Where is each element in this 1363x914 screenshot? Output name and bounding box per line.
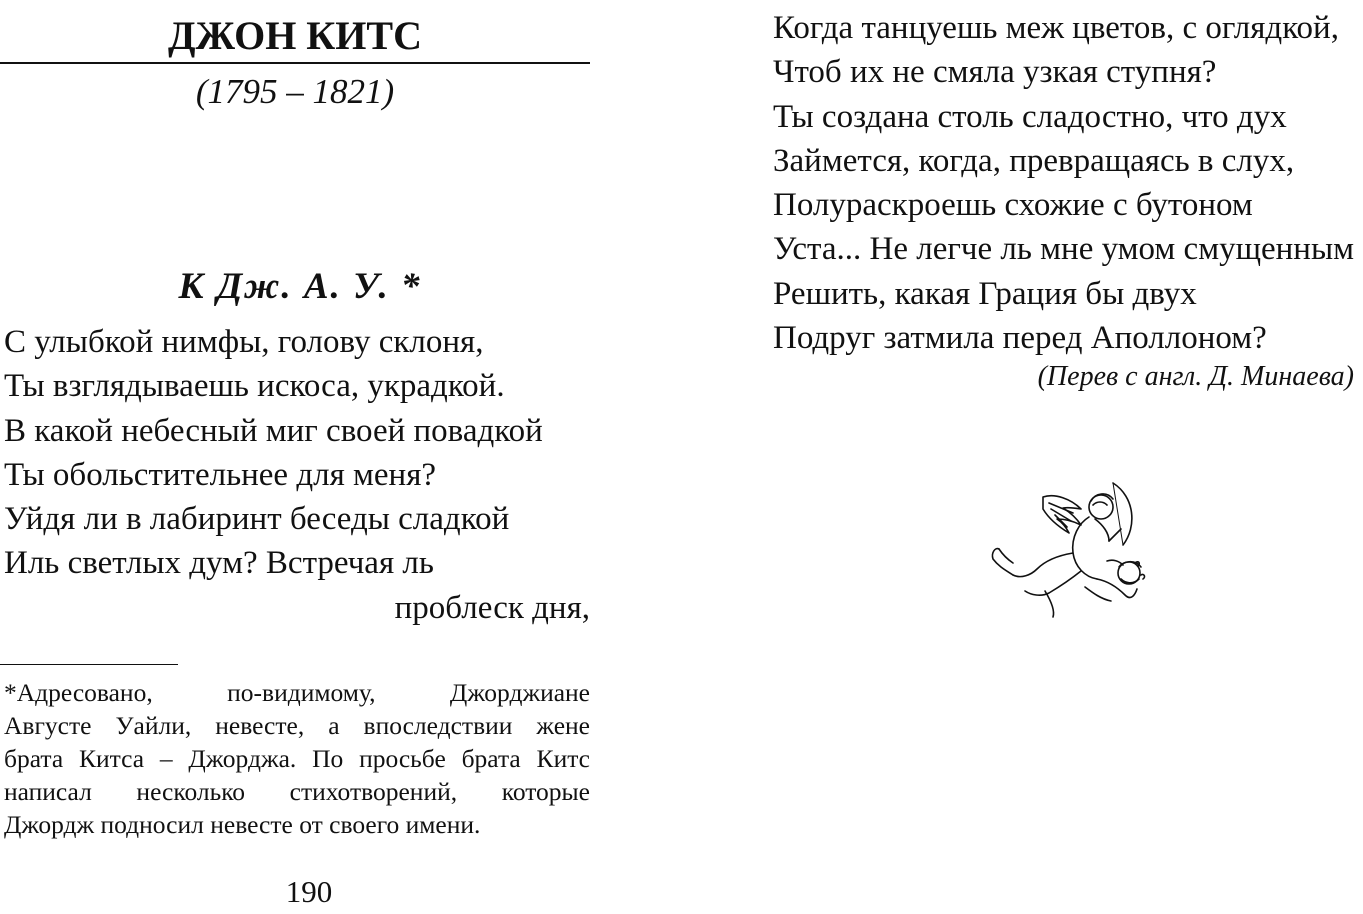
poem-line: Решить, какая Грация бы двух [773,275,1197,312]
author-divider [0,62,590,64]
poem-line: В какой небесный миг своей повадкой [4,412,543,449]
footnote-line: *Адресовано, по-видимому, Джорджиане [4,678,590,707]
poem-line: Уйдя ли в лабиринт беседы сладкой [4,501,510,538]
author-name: ДЖОН КИТС [168,13,422,58]
poem-line: Когда танцуешь меж цветов, с оглядкой, [773,10,1339,46]
author-years: (1795 – 1821) [195,72,395,111]
cupid-vignette-icon [985,475,1150,620]
poem-line: Чтоб их не смяла узкая ступня? [773,54,1217,91]
poem-line: С улыбкой нимфы, голову склоня, [4,324,484,360]
poem-line: Уста... Не легче ль мне умом смущенным [773,231,1355,268]
poem-line: Ты создана столь сладостно, что дух [773,98,1287,135]
footnote-line: написал несколько стихотворений, которые [4,777,590,806]
poem-stanza-right [773,6,1358,360]
footnote-line: Августе Уайли, невесте, а впоследствии жене [4,711,590,740]
poem-line: Подруг затмила перед Аполлоном? [773,320,1267,357]
footnote-line: Джордж подносил невесте от своего имени. [4,810,481,839]
footnote-divider [0,664,178,665]
poem-line: Полураскроешь схожие с бутоном [773,187,1253,224]
poem-line: Займется, когда, превращаясь в слух, [773,142,1295,179]
footnote [4,676,590,841]
footnote-line: брата Китса – Джорджа. По просьбе брата Китс [4,744,590,773]
poem-stanza-left [4,320,590,630]
poem-title: К Дж. А. У. * [178,266,422,307]
poem-line: Иль светлых дум? Встречая ль [4,545,434,582]
translator-credit: (Перев с англ. Д. Минаева) [1037,361,1354,392]
page-number: 190 [285,874,333,909]
poem-line: Ты взглядываешь искоса, украдкой. [4,368,505,405]
poem-line: Ты обольстительнее для меня? [4,456,437,493]
poem-line-continuation: проблеск дня, [394,589,590,626]
